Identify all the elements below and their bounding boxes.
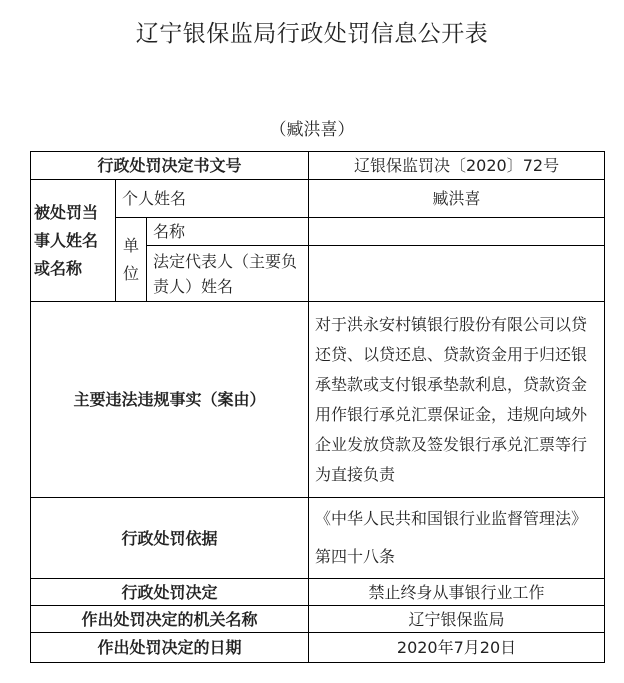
table-row <box>31 180 605 218</box>
facts-value: 对于洪永安村镇银行股份有限公司以贷还贷、以贷还息、贷款资金用于归还银承垫款或支付银承垫款利息，贷款资金用作银行承兑汇票保证金，违规向域外企业发放贷款及签发银行承兑汇票等行为直接负责 <box>309 302 605 498</box>
date-label: 作出处罚决定的日期 <box>31 633 309 663</box>
party-label: 被处罚当事人姓名或名称 <box>31 180 116 302</box>
unit-name-label: 名称 <box>147 218 309 246</box>
unit-label: 单位 <box>116 218 147 302</box>
table-row <box>31 606 605 633</box>
unit-name-value <box>309 218 605 246</box>
legal-rep-label: 法定代表人（主要负责人）姓名 <box>147 246 309 302</box>
table-row <box>31 498 605 579</box>
table-row <box>31 218 605 246</box>
table-row <box>31 579 605 606</box>
page-subtitle: （臧洪喜） <box>269 120 355 140</box>
basis-value: 《中华人民共和国银行业监督管理法》第四十八条 <box>309 498 605 579</box>
doc-number-label: 行政处罚决定书文号 <box>31 152 309 180</box>
authority-value: 辽宁银保监局 <box>309 606 605 633</box>
date-value: 2020年7月20日 <box>309 633 605 663</box>
doc-number-value: 辽银保监罚决〔2020〕72号 <box>309 152 605 180</box>
individual-value: 臧洪喜 <box>309 180 605 218</box>
individual-label: 个人姓名 <box>116 180 309 218</box>
penalty-info-table <box>30 151 605 663</box>
basis-label: 行政处罚依据 <box>31 498 309 579</box>
legal-rep-value <box>309 246 605 302</box>
decision-label: 行政处罚决定 <box>31 579 309 606</box>
decision-value: 禁止终身从事银行业工作 <box>309 579 605 606</box>
table-row <box>31 302 605 498</box>
table-row <box>31 633 605 663</box>
authority-label: 作出处罚决定的机关名称 <box>31 606 309 633</box>
table-row <box>31 152 605 180</box>
page-title: 辽宁银保监局行政处罚信息公开表 <box>135 21 489 47</box>
facts-label: 主要违法违规事实（案由） <box>31 302 309 498</box>
